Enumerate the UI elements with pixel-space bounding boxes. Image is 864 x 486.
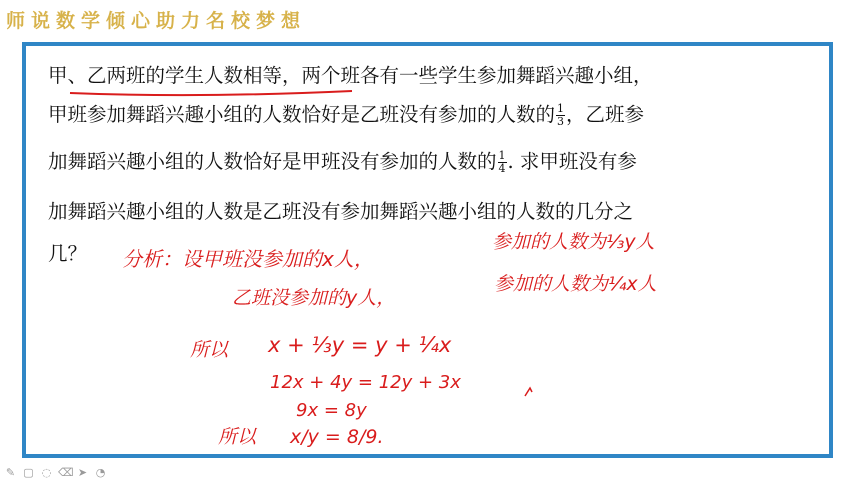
hw-so-1: 所以 [190, 339, 229, 361]
brand-slogan: 师说数学倾心助力名校梦想 [6, 10, 307, 32]
pen-icon[interactable]: ✎ [5, 466, 16, 479]
line2-text: 甲班参加舞蹈兴趣小组的人数恰好是乙班没有参加的人数的 [48, 103, 556, 126]
eraser-icon[interactable]: ⌫ [58, 466, 74, 479]
hw-eq-2: 12x + 4y = 12y + 3x [270, 372, 461, 393]
highlighter-icon[interactable]: ◔ [95, 466, 106, 479]
hw-eq-1: x + ⅓y = y + ¼x [268, 333, 452, 357]
line2-tail: ，乙班参 [566, 103, 645, 126]
underlined-condition: 甲、乙两班的学生人数相等 [48, 64, 283, 87]
line3-tail: . 求甲班没有参 [507, 150, 637, 173]
hw-so-2: 所以 [218, 426, 257, 448]
lasso-icon[interactable]: ◌ [41, 466, 52, 479]
frac-b-num: 1 [498, 149, 506, 162]
rect-icon[interactable]: ▢ [23, 466, 34, 479]
frac-a-den: 3 [557, 115, 565, 128]
hw-part-a: 参加的人数为⅓y人 [492, 231, 655, 253]
frac-a-num: 1 [557, 102, 565, 115]
line1-rest: ，两个班各有一些学生参加舞蹈兴趣小组， [282, 64, 653, 87]
pen-cursor-mark [525, 388, 532, 396]
problem-line-5: 几？ [48, 242, 88, 265]
line3-text: 加舞蹈兴趣小组的人数恰好是甲班没有参加的人数的 [48, 150, 497, 173]
hw-eq-3: 9x = 8y [296, 400, 367, 421]
annotation-toolbar [4, 466, 107, 480]
problem-line-4: 加舞蹈兴趣小组的人数是乙班没有参加舞蹈兴趣小组的人数的几分之 [48, 200, 634, 223]
hw-part-b: 参加的人数为¼x人 [494, 273, 657, 295]
hw-eq-4: x/y = 8/9. [290, 426, 384, 448]
hw-set-y: 乙班没参加的y人， [232, 287, 396, 309]
hw-analysis: 分析：设甲班没参加的x人， [122, 247, 374, 271]
pointer-icon[interactable]: ➤ [77, 466, 88, 479]
red-underline [70, 91, 352, 95]
frac-b-den: 4 [498, 162, 506, 175]
